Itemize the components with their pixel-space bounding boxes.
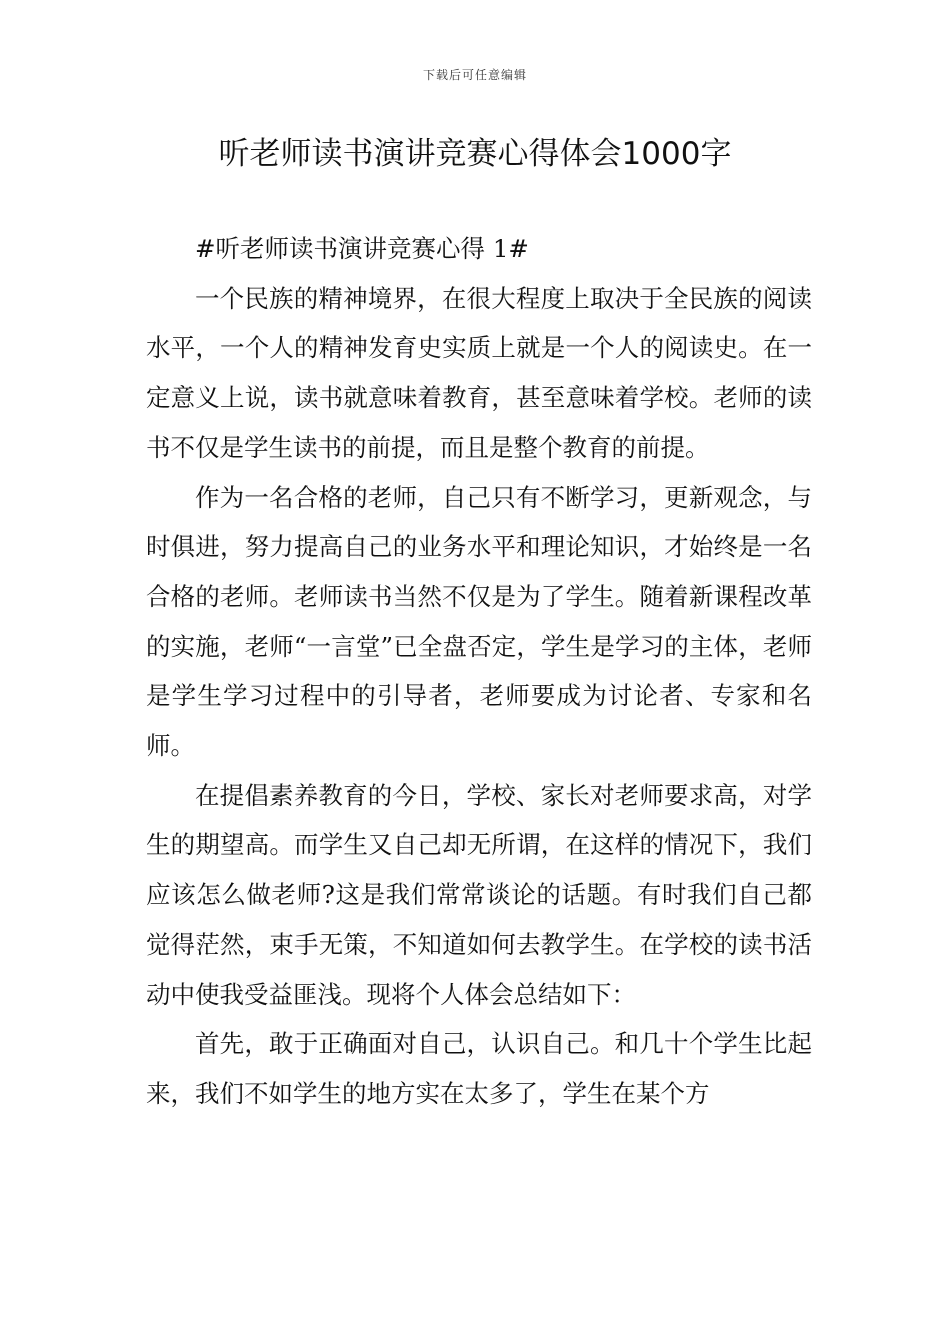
section-heading: #听老师读书演讲竞赛心得 1#	[195, 234, 529, 263]
header-note: 下载后可任意编辑	[422, 68, 527, 82]
paragraph-4: 首先，敢于正确面对自己，认识自己。和几十个学生比起来，我们不如学生的地方实在太多了，学生在某个方	[146, 1029, 812, 1108]
document-body	[146, 224, 812, 1119]
paragraph-2: 作为一名合格的老师，自己只有不断学习，更新观念，与时俱进，努力提高自己的业务水平和理论知识，才始终是一名合格的老师。老师读书当然不仅是为了学生。随着新课程改革的实施，老师“一言堂”已全盘否定，学生是学习的主体，老师是学生学习过程中的引导者，老师要成为讨论者、专家和名师。	[146, 482, 812, 761]
document-title: 听老师读书演讲竞赛心得体会1000字	[218, 136, 732, 172]
paragraph-1: 一个民族的精神境界，在很大程度上取决于全民族的阅读水平，一个人的精神发育史实质上就是一个人的阅读史。在一定意义上说，读书就意味着教育，甚至意味着学校。老师的读书不仅是学生读书的前提，而且是整个教育的前提。	[146, 283, 812, 462]
paragraph-3: 在提倡素养教育的今日，学校、家长对老师要求高，对学生的期望高。而学生又自己却无所谓，在这样的情况下，我们应该怎么做老师?这是我们常常谈论的话题。有时我们自己都觉得茫然，束手无策，不知道如何去教学生。在学校的读书活动中使我受益匪浅。现将个人体会总结如下：	[146, 780, 812, 1009]
